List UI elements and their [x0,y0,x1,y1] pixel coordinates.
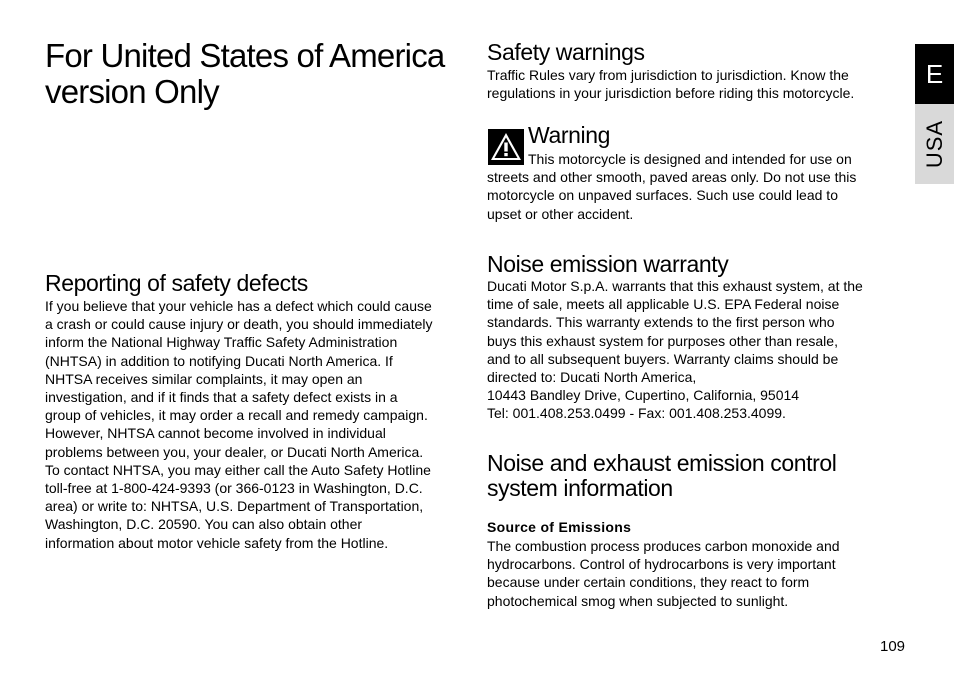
emission-control-heading [487,451,907,501]
reporting-heading: Reporting of safety defects [45,270,308,296]
noise-warranty-contact: Tel: 001.408.253.0499 - Fax: 001.408.253.4099. [487,405,786,422]
noise-warranty-address: 10443 Bandley Drive, Cupertino, California, 95014 [487,387,800,404]
reporting-line: (NHTSA) in addition to notifying Ducati North America. If [45,352,393,369]
noise-warranty-heading: Noise emission warranty [487,251,729,277]
reporting-line: group of vehicles, it may order a recall and remedy campaign. [45,407,428,424]
noise-warranty-line: directed to: Ducati North America, [487,369,697,386]
source-of-emissions-body [487,537,907,610]
reporting-body [45,297,473,552]
page-title [45,38,475,110]
noise-warranty-line: standards. This warranty extends to the first person who [487,314,835,331]
warning-line: upset or other accident. [487,205,634,222]
reporting-line: problems between you, your dealer, or Ducati North America. [45,443,424,460]
reporting-line: area) or write to: NHTSA, U.S. Department of Transportation, [45,498,424,515]
reporting-line: a crash or could cause injury or death, you should immediately [45,316,433,333]
reporting-line: However, NHTSA cannot become involved in individual [45,425,386,442]
reporting-line: information about motor vehicle safety from the Hotline. [45,534,389,551]
noise-warranty-line: buys this exhaust system for purposes other than resale, [487,332,838,349]
emission-heading-line-1: Noise and exhaust emission control [487,450,837,476]
safety-warnings-line: regulations in your jurisdiction before riding this motorcycle. [487,85,855,102]
emission-line: hydrocarbons. Control of hydrocarbons is very important [487,556,836,573]
reporting-line: Washington, D.C. 20590. You can also obtain other [45,516,363,533]
language-tab-label: E [925,58,944,89]
region-tab-label: USA [921,119,947,169]
reporting-line: toll-free at 1-800-424-9393 (or 366-0123 in Washington, D.C. [45,480,423,497]
page-title-line-2: version Only [45,73,219,110]
noise-warranty-line: Ducati Motor S.p.A. warrants that this exhaust system, at the [487,278,863,294]
emission-line: photochemical smog when subjected to sunlight. [487,592,789,609]
reporting-line: investigation, and if it finds that a safety defect exists in a [45,389,398,406]
warning-body [487,150,909,223]
region-tab [915,104,954,184]
source-of-emissions-subheading: Source of Emissions [487,519,632,535]
warning-heading: Warning [528,122,610,148]
language-tab [915,44,954,104]
noise-warranty-line: and to all subsequent buyers. Warranty claims should be [487,350,839,367]
warning-line: motorcycle on unpaved surfaces. Such use could lead to [487,187,838,204]
emission-line: The combustion process produces carbon monoxide and [487,538,840,554]
reporting-line: If you believe that your vehicle has a defect which could cause [45,298,432,314]
reporting-line: inform the National Highway Traffic Safety Administration [45,334,398,351]
page-number: 109 [880,638,906,655]
safety-warnings-heading: Safety warnings [487,39,645,65]
emission-heading-line-2: system information [487,475,673,501]
warning-line: streets and other smooth, paved areas only. Do not use this [487,169,857,186]
reporting-line: NHTSA receives similar complaints, it may open an [45,370,363,387]
safety-warnings-line: Traffic Rules vary from jurisdiction to jurisdiction. Know the [487,67,849,83]
reporting-line: To contact NHTSA, you may either call the Auto Safety Hotline [45,461,431,478]
page-title-line-1: For United States of America [45,37,445,74]
noise-warranty-body [487,277,911,423]
emission-line: because under certain conditions, they react to form [487,574,810,591]
safety-warnings-body [487,66,909,102]
noise-warranty-line: time of sale, meets all applicable U.S. EPA Federal noise [487,296,840,313]
warning-line: This motorcycle is designed and intended for use on [528,151,852,167]
